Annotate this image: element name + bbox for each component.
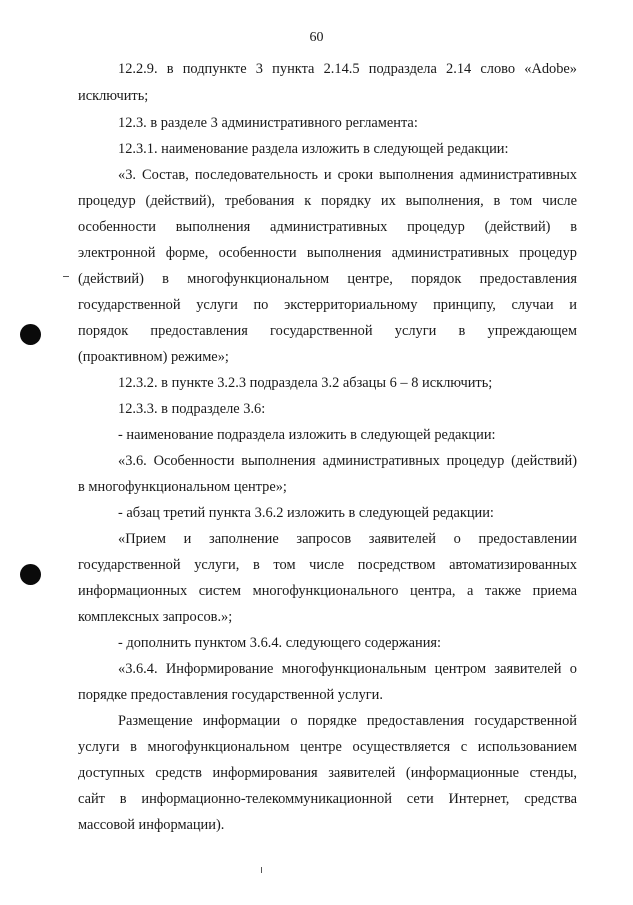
text-line: (действий) в многофункциональном центре, порядок предоставления [78,271,577,287]
text-line: исключить; [78,88,149,104]
text-line: электронной форме, особенности выполнения административных процедур [78,245,577,261]
text-line: «3. Состав, последовательность и сроки выполнения административных [118,167,577,183]
text-line: информационных систем многофункционального центра, а также приема [78,583,577,599]
text-line: порядке предоставления государственной услуги. [78,687,383,703]
text-line: порядок предоставления государственной услуги в упреждающем [78,323,577,339]
text-line: 12.3.1. наименование раздела изложить в следующей редакции: [118,141,509,157]
text-line: (проактивном) режиме»; [78,349,229,365]
page-number: 60 [309,30,324,45]
scan-artifact [261,867,262,873]
text-line: комплексных запросов.»; [78,609,233,625]
text-line: сайт в информационно-телекоммуникационной сети Интернет, средства [78,791,577,807]
text-line: услуги в многофункциональном центре осуществляется с использованием [78,739,577,755]
scan-artifact [63,276,69,277]
text-line: 12.3.2. в пункте 3.2.3 подраздела 3.2 абзацы 6 – 8 исключить; [118,375,493,391]
text-line: государственной услуги по экстерриториальному принципу, случаи и [78,297,577,313]
text-line: доступных средств информирования заявителей (информационные стенды, [78,765,577,781]
text-line: - абзац третий пункта 3.6.2 изложить в следующей редакции: [118,505,494,521]
text-line: «3.6. Особенности выполнения административных процедур (действий) [118,453,577,469]
text-line: процедур (действий), требования к порядку их выполнения, в том числе [78,193,577,209]
text-line: - дополнить пунктом 3.6.4. следующего содержания: [118,635,442,651]
text-line: 12.2.9. в подпункте 3 пункта 2.14.5 подраздела 2.14 слово «Adobe» [118,61,577,77]
text-line: особенности выполнения административных процедур (действий) в [78,219,577,235]
text-line: в многофункциональном центре»; [78,479,287,495]
text-line: Размещение информации о порядке предоставления государственной [118,713,577,729]
text-line: «3.6.4. Информирование многофункциональным центром заявителей о [118,661,577,677]
text-line: - наименование подраздела изложить в следующей редакции: [118,427,496,443]
punch-hole [20,324,41,345]
text-line: 12.3. в разделе 3 административного регламента: [118,115,418,131]
punch-hole [20,564,41,585]
text-line: государственной услуги, в том числе посредством автоматизированных [78,557,577,573]
text-line: 12.3.3. в подразделе 3.6: [118,401,266,417]
text-line: массовой информации). [78,817,225,833]
text-line: «Прием и заполнение запросов заявителей о предоставлении [118,531,577,547]
